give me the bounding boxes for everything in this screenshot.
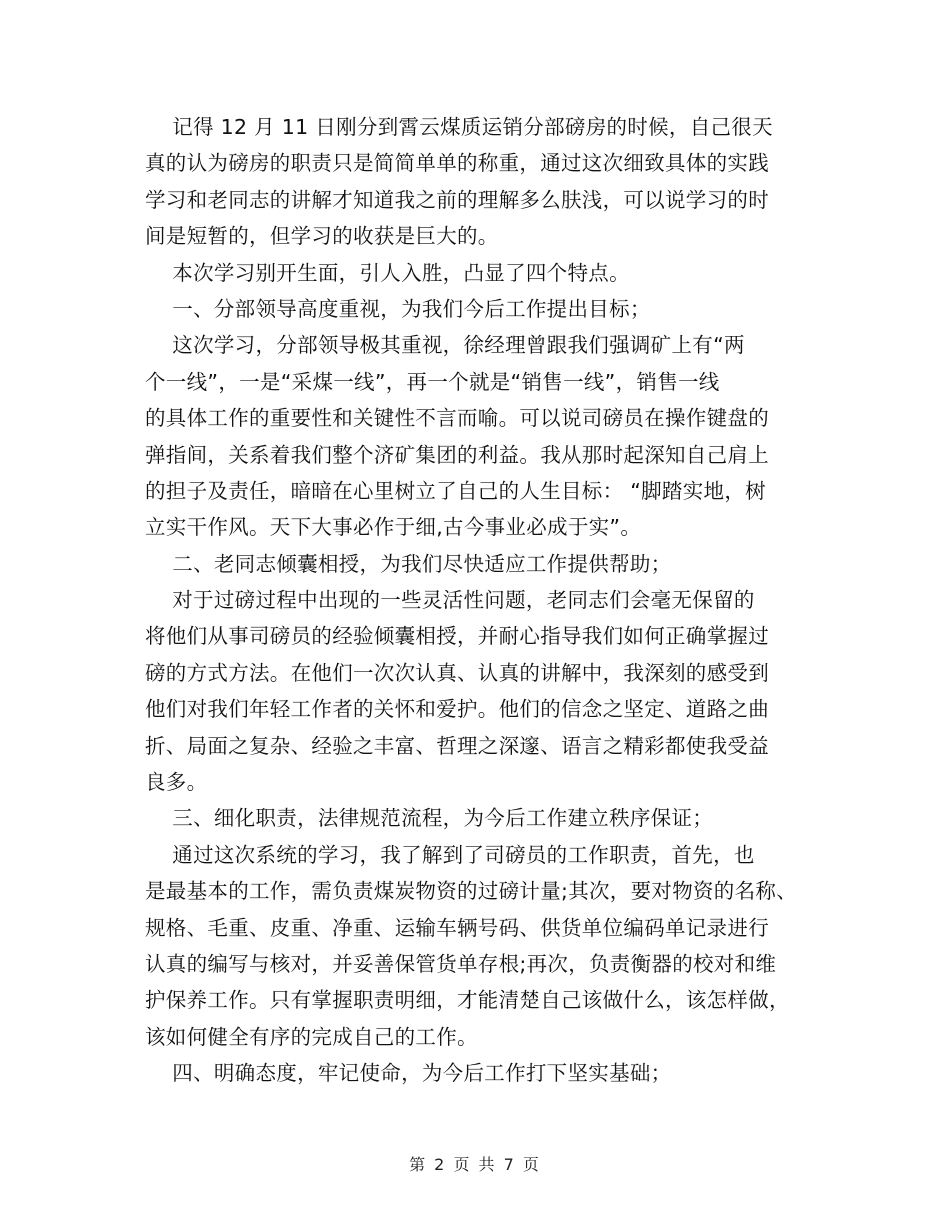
text-line: 的担子及责任，暗暗在心里树立了自己的人生目标： “脚踏实地，树 (145, 478, 766, 503)
text-line: 立实干作风。天下大事必作于细,古今事业必成于实”。 (145, 515, 642, 540)
text-line: 学习和老同志的讲解才知道我之前的理解多么肤浅，可以说学习的时 (145, 187, 769, 212)
text-line: 弹指间，关系着我们整个济矿集团的利益。我从那时起深知自己肩上 (145, 442, 769, 467)
text-line: 护保养工作。只有掌握职责明细，才能清楚自己该做什么，该怎样做， (145, 988, 790, 1013)
section-heading-4: 四、明确态度，牢记使命，为今后工作打下坚实基础； (145, 1061, 672, 1086)
text-line: 规格、毛重、皮重、净重、运输车辆号码、供货单位编码单记录进行 (145, 915, 769, 940)
section-heading-1: 一、分部领导高度重视，为我们今后工作提出目标； (145, 296, 651, 321)
text-line: 良多。 (145, 770, 208, 795)
section-heading-3: 三、细化职责，法律规范流程，为今后工作建立秩序保证； (145, 806, 714, 831)
text-line: 的具体工作的重要性和关键性不言而喻。可以说司磅员在操作键盘的 (145, 406, 769, 431)
text-line: 间是短暂的，但学习的收获是巨大的。 (145, 224, 499, 249)
text-line: 通过这次系统的学习，我了解到了司磅员的工作职责，首先，也 (145, 842, 755, 867)
text-line: 认真的编写与核对，并妥善保管货单存根;再次，负责衡器的校对和维 (145, 951, 777, 976)
text-line: 是最基本的工作，需负责煤炭物资的过磅计量;其次，要对物资的名称、 (145, 879, 798, 904)
text-line: 将他们从事司磅员的经验倾囊相授，并耐心指导我们如何正确掌握过 (145, 624, 769, 649)
document-body (145, 109, 825, 1092)
text-line: 记得 12 月 11 日刚分到霄云煤质运销分部磅房的时候，自己很天 (145, 115, 773, 139)
text-line: 磅的方式方法。在他们一次次认真、认真的讲解中，我深刻的感受到 (145, 660, 769, 685)
text-line: 本次学习别开生面，引人入胜，凸显了四个特点。 (145, 260, 630, 285)
text-line: 该如何健全有序的完成自己的工作。 (145, 1024, 478, 1049)
text-line: 他们对我们年轻工作者的关怀和爱护。他们的信念之坚定、道路之曲 (145, 697, 769, 722)
text-line: 折、局面之复杂、经验之丰富、哲理之深邃、语言之精彩都使我受益 (145, 733, 769, 758)
text-line: 这次学习，分部领导极其重视，徐经理曾跟我们强调矿上有“两 (145, 333, 745, 358)
text-line: 对于过磅过程中出现的一些灵活性问题，老同志们会毫无保留的 (145, 588, 755, 613)
page-number-footer: 第 2 页 共 7 页 (409, 1155, 541, 1174)
section-heading-2: 二、老同志倾囊相授，为我们尽快适应工作提供帮助； (145, 551, 672, 576)
text-line: 个一线”，一是“采煤一线”，再一个就是“销售一线”，销售一线 (145, 369, 720, 394)
text-line: 真的认为磅房的职责只是简简单单的称重，通过这次细致具体的实践 (145, 151, 769, 176)
